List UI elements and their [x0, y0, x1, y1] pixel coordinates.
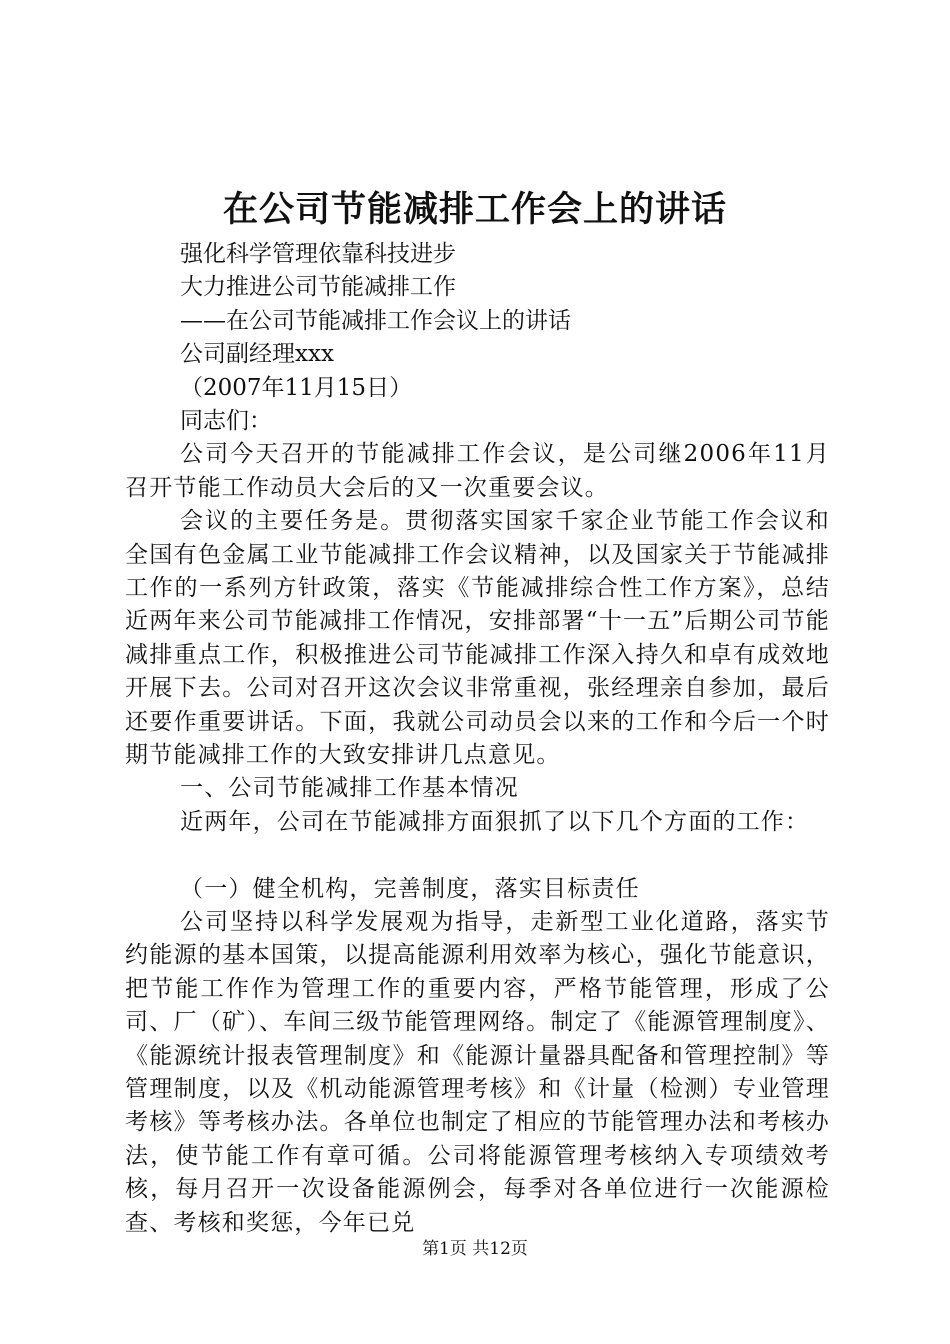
paragraph-4: 公司坚持以科学发展观为指导，走新型工业化道路，落实节约能源的基本国策，以提高能源利用效率为核心，强化节能意识，把节能工作作为管理工作的重要内容，严格节能管理，形成了公司、厂（矿）、车间三级节能管理网络。制定了《能源管理制度》、《能源统计报表管理制度》和《能源计量器具配备和管理控制》等管理制度，以及《机动能源管理考核》和《计量（检测）专业管理考核》等考核办法。各单位也制定了相应的节能管理办法和考核办法，使节能工作有章可循。公司将能源管理考核纳入专项绩效考核，每月召开一次设备能源例会，每季对各单位进行一次能源检查、考核和奖惩，今年已兑 — [125, 909, 830, 1236]
document-title: 在公司节能减排工作会上的讲话 — [222, 189, 727, 230]
blank-line — [125, 839, 830, 872]
subsection-heading-1: （一）健全机构，完善制度，落实目标责任 — [180, 875, 640, 902]
paragraph-2: 会议的主要任务是。贯彻落实国家千家企业节能工作会议和全国有色金属工业节能减排工作会议精神，以及国家关于节能减排工作的一系列方针政策，落实《节能减排综合性工作方案》，总结近两年来公司节能减排工作情况，安排部署“十一五”后期公司节能减排重点工作，积极推进公司节能减排工作深入持久和卓有成效地开展下去。公司对召开这次会议非常重视，张经理亲自参加，最后还要作重要讲话。下面，我就公司动员会以来的工作和今后一个时期节能减排工作的大致安排讲几点意见。 — [125, 508, 830, 768]
subtitle-line-2: 大力推进公司节能减排工作 — [180, 274, 456, 301]
speaker-line: 公司副经理xxx — [180, 341, 334, 368]
page-number: 第1页 共12页 — [422, 1239, 528, 1259]
paragraph-1: 公司今天召开的节能减排工作会议，是公司继2006年11月召开节能工作动员大会后的又一次重要会议。 — [125, 441, 830, 501]
paragraph-3: 近两年，公司在节能减排方面狠抓了以下几个方面的工作： — [180, 808, 810, 835]
section-heading-1: 一、公司节能减排工作基本情况 — [180, 775, 519, 802]
salutation-line: 同志们： — [180, 407, 272, 434]
document-body — [125, 238, 830, 1240]
subtitle-line-1: 强化科学管理依靠科技进步 — [180, 241, 456, 267]
subtitle-line-3: ——在公司节能减排工作会议上的讲话 — [180, 307, 571, 334]
date-line: （2007年11月15日） — [180, 374, 413, 401]
